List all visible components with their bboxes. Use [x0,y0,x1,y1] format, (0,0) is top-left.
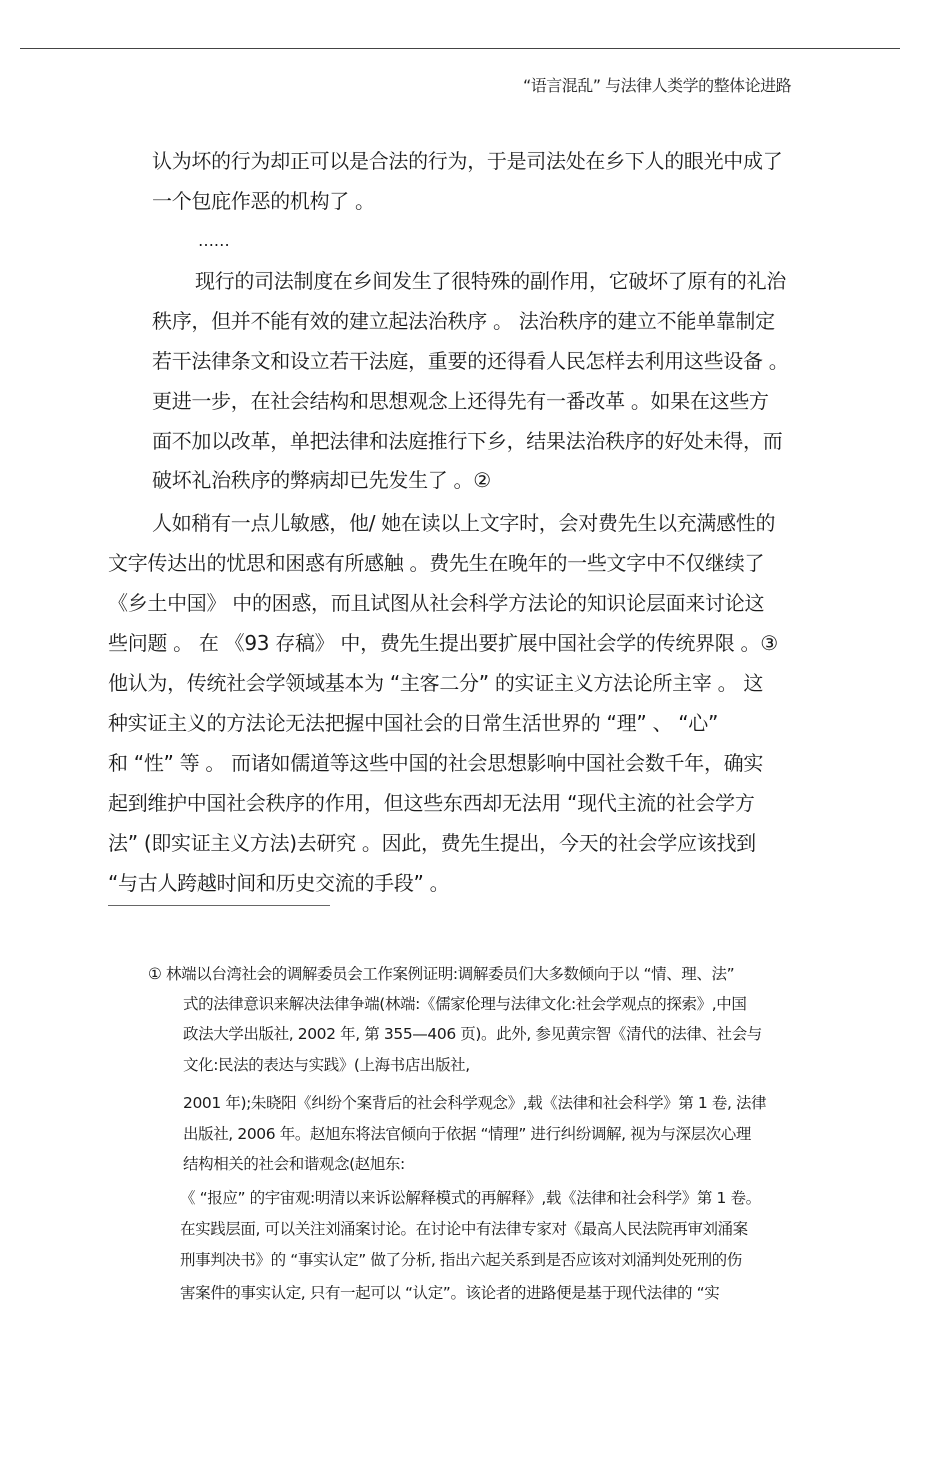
footnote-line: 在实践层面, 可以关注刘涌案讨论。在讨论中有法律专家对《最高人民法院再审刘涌案 [180,1220,748,1238]
footnote-line: 2001 年);朱晓阳《纠纷个案背后的社会科学观念》,载《法律和社会科学》第 1 卷, 法律 [183,1094,767,1112]
footnote-line: 刑事判决书》的 “事实认定” 做了分析, 指出六起关系到是否应该对刘涌判处死刑的伤 [180,1251,742,1269]
quote-line: 认为坏的行为却正可以是合法的行为，于是司法处在乡下人的眼光中成了 [152,149,783,173]
body-line: 和 “性” 等 。 而诸如儒道等这些中国的社会思想影响中国社会数千年，确实 [108,751,764,775]
quote-line: 破坏礼治秩序的弊病却已先发生了 。② [152,468,491,492]
footnote-line: 害案件的事实认定, 只有一起可以 “认定”。该论者的进路便是基于现代法律的 “实 [180,1284,720,1302]
quote-line: 面不加以改革，单把法律和法庭推行下乡，结果法治秩序的好处未得，而 [152,429,783,453]
body-line: “与古人跨越时间和历史交流的手段” 。 [108,871,450,895]
footnote-line: 结构相关的社会和谐观念(赵旭东: [183,1155,405,1173]
body-line: 文字传达出的忧思和困惑有所感触 。费先生在晚年的一些文字中不仅继续了 [108,551,765,575]
footnote-line: 式的法律意识来解决法律争端(林端:《儒家伦理与法律文化:社会学观点的探索》,中国 [183,995,747,1013]
body-line: 人如稍有一点儿敏感，他/ 她在读以上文字时，会对费先生以充满感性的 [152,511,776,535]
footnote-line: 《 “报应” 的宇宙观:明清以来诉讼解释模式的再解释》,载《法律和社会科学》第 1 卷。 [180,1189,761,1207]
footnote-line: 政法大学出版社, 2002 年, 第 355—406 页)。此外, 参见黄宗智《清代的法律、社会与 [183,1025,762,1043]
footnote-separator [108,905,330,906]
footnote-line: ① 林端以台湾社会的调解委员会工作案例证明:调解委员们大多数倾向于以 “情、理、法” [148,965,735,983]
quote-line: 现行的司法制度在乡间发生了很特殊的副作用，它破坏了原有的礼治 [195,269,786,293]
body-line: 些问题 。 在 《93 存稿》 中，费先生提出要扩展中国社会学的传统界限 。③ [108,631,778,655]
body-line: 法” (即实证主义方法)去研究 。因此，费先生提出，今天的社会学应该找到 [108,831,756,855]
body-line: 他认为，传统社会学领域基本为 “主客二分” 的实证主义方法论所主宰 。 这 [108,671,764,695]
running-header-title: “语言混乱” 与法律人类学的整体论进路 [523,76,792,95]
body-line: 种实证主义的方法论无法把握中国社会的日常生活世界的 “理” 、 “心” [108,711,719,735]
quote-line: 更进一步，在社会结构和思想观念上还得先有一番改革 。如果在这些方 [152,389,769,413]
footnote-line: 文化:民法的表达与实践》(上海书店出版社, [183,1056,470,1074]
body-line: 《乡土中国》 中的困惑，而且试图从社会科学方法论的知识论层面来讨论这 [108,591,765,615]
quote-line: 若干法律条文和设立若干法庭，重要的还得看人民怎样去利用这些设备 。 [152,349,789,373]
header-rule [20,48,900,49]
quote-line: 秩序，但并不能有效的建立起法治秩序 。 法治秩序的建立不能单靠制定 [152,309,775,333]
footnote-line: 出版社, 2006 年。赵旭东将法官倾向于依据 “情理” 进行纠纷调解, 视为与深层次心理 [183,1125,751,1143]
quote-ellipsis: …… [198,231,230,250]
body-line: 起到维护中国社会秩序的作用，但这些东西却无法用 “现代主流的社会学方 [108,791,755,815]
quote-line: 一个包庇作恶的机构了 。 [152,189,375,213]
